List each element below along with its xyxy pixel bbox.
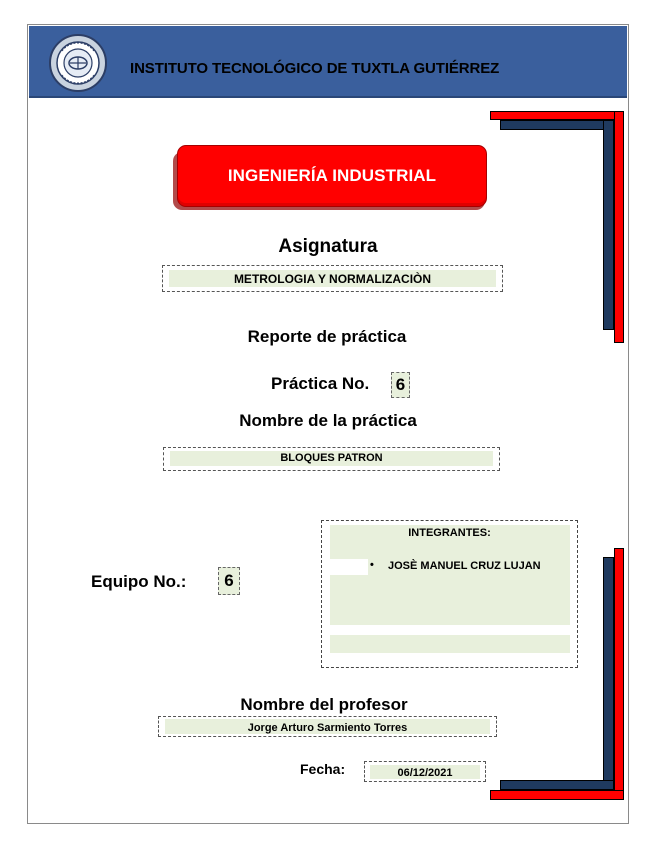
practice-number-label: Práctica No. (271, 374, 370, 393)
bracket-bottom-navy-vertical (603, 557, 614, 789)
date-field (364, 761, 486, 782)
practice-name-heading: Nombre de la práctica (239, 411, 417, 430)
report-heading: Reporte de práctica (247, 327, 407, 346)
members-box (321, 520, 578, 668)
practice-name-value: BLOQUES PATRON (280, 452, 383, 464)
professor-heading: Nombre del profesor (240, 695, 408, 714)
practice-number-value: 6 (395, 375, 406, 394)
members-heading: INTEGRANTES: (408, 527, 491, 539)
bracket-bottom-red-vertical (614, 548, 624, 800)
career-banner (177, 145, 487, 207)
bracket-top-red-horizontal (490, 111, 616, 120)
bracket-top-red-vertical (614, 111, 624, 343)
bracket-top-navy-vertical (603, 120, 614, 330)
practice-number-box (391, 372, 410, 398)
career-label: INGENIERÍA INDUSTRIAL (227, 166, 437, 185)
date-value: 06/12/2021 (397, 767, 453, 779)
professor-field (158, 716, 497, 737)
bullet-icon: • (370, 559, 374, 571)
bracket-bottom-navy-horizontal (500, 780, 614, 790)
bracket-bottom-red-horizontal (490, 790, 624, 800)
team-number-label: Equipo No.: (91, 572, 187, 591)
bracket-top-navy-horizontal (500, 120, 614, 130)
subject-heading: Asignatura (278, 236, 378, 257)
subject-field (162, 265, 503, 292)
member-name: JOSÈ MANUEL CRUZ LUJAN (388, 560, 541, 572)
team-number-value: 6 (224, 571, 234, 590)
practice-name-field (163, 447, 500, 471)
institution-title: INSTITUTO TECNOLÓGICO DE TUXTLA GUTIÉRREZ (130, 60, 500, 77)
date-label: Fecha: (300, 761, 346, 777)
institution-seal-icon (48, 33, 108, 93)
professor-value: Jorge Arturo Sarmiento Torres (247, 722, 408, 734)
team-number-box (218, 567, 240, 595)
subject-value: METROLOGIA Y NORMALIZACIÒN (233, 272, 432, 286)
